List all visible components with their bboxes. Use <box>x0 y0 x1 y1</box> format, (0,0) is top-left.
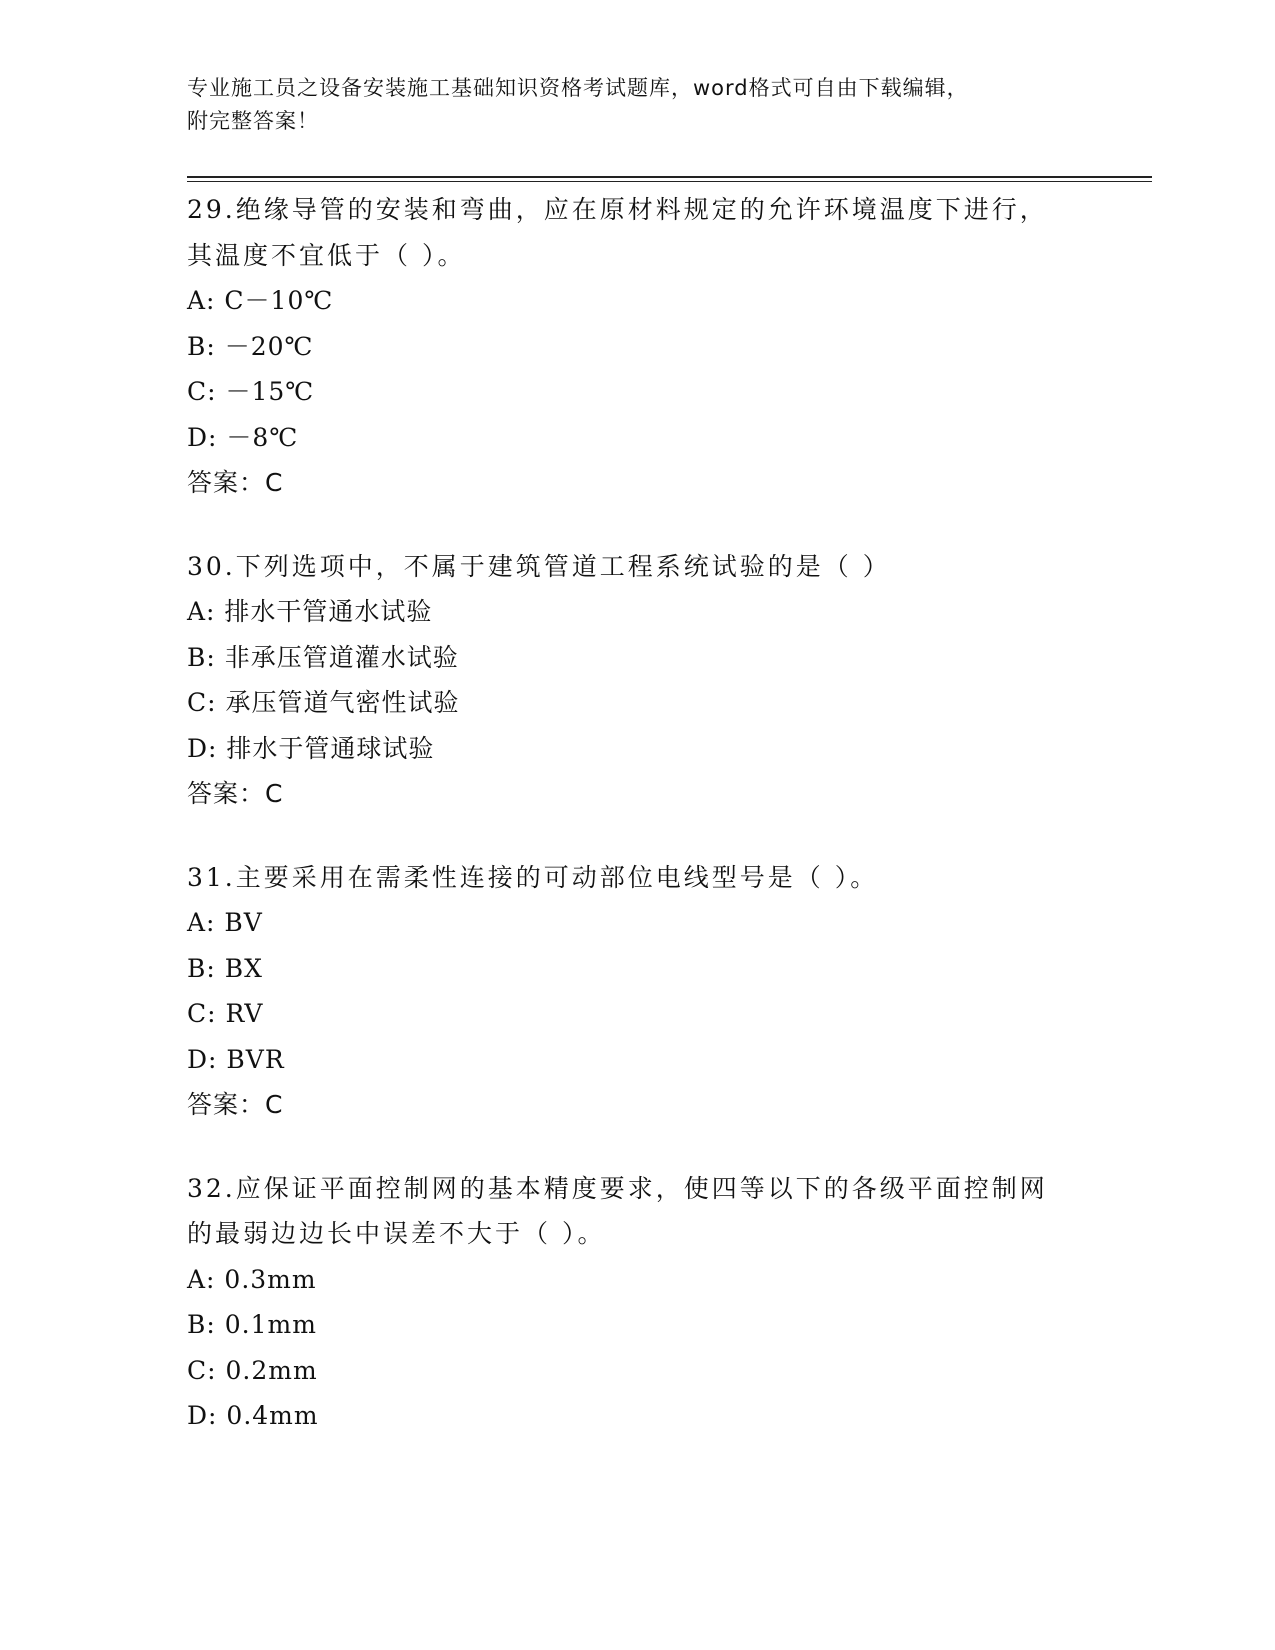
option-a: A: C－10℃ <box>187 286 334 315</box>
option-d: D: －8℃ <box>187 422 299 452</box>
option-a: A: BV <box>187 908 263 937</box>
question-list <box>187 187 1087 1477</box>
option-b: B: 非承压管道灌水试验 <box>187 642 459 672</box>
answer: 答案：C <box>187 1090 284 1119</box>
header-divider-thin <box>187 181 1152 182</box>
header-divider-thick <box>187 176 1152 178</box>
option-a: A: 排水干管通水试验 <box>187 597 433 626</box>
question-stem-continued: 的最弱边边长中误差不大于（ ）。 <box>187 1219 606 1248</box>
answer: 答案：C <box>187 468 284 497</box>
question-stem: 31.主要采用在需柔性连接的可动部位电线型号是（ ）。 <box>187 862 879 892</box>
option-b: B: 0.1mm <box>187 1310 317 1339</box>
option-c: C: RV <box>187 999 264 1028</box>
option-b: B: BX <box>187 953 263 983</box>
question-stem-continued: 其温度不宜低于（ ）。 <box>187 240 466 270</box>
option-b: B: －20℃ <box>187 331 314 361</box>
option-d: D: 0.4mm <box>187 1401 319 1430</box>
option-c: C: －15℃ <box>187 377 315 406</box>
question-32 <box>187 1166 1087 1439</box>
question-stem: 32.应保证平面控制网的基本精度要求，使四等以下的各级平面控制网 <box>187 1173 1048 1203</box>
question-30 <box>187 544 1087 817</box>
option-c: C: 0.2mm <box>187 1355 318 1385</box>
option-d: D: BVR <box>187 1044 285 1074</box>
header-line-2: 附完整答案！ <box>187 109 319 133</box>
answer: 答案：C <box>187 779 284 808</box>
question-stem: 29.绝缘导管的安装和弯曲，应在原材料规定的允许环境温度下进行， <box>187 195 1048 224</box>
document-header <box>187 72 1087 138</box>
option-a: A: 0.3mm <box>187 1264 317 1294</box>
option-d: D: 排水于管通球试验 <box>187 733 435 763</box>
option-c: C: 承压管道气密性试验 <box>187 688 460 717</box>
question-31 <box>187 855 1087 1128</box>
question-29 <box>187 187 1087 506</box>
question-stem: 30.下列选项中，不属于建筑管道工程系统试验的是（ ） <box>187 551 891 581</box>
header-line-1: 专业施工员之设备安装施工基础知识资格考试题库，word格式可自由下载编辑， <box>187 76 969 100</box>
